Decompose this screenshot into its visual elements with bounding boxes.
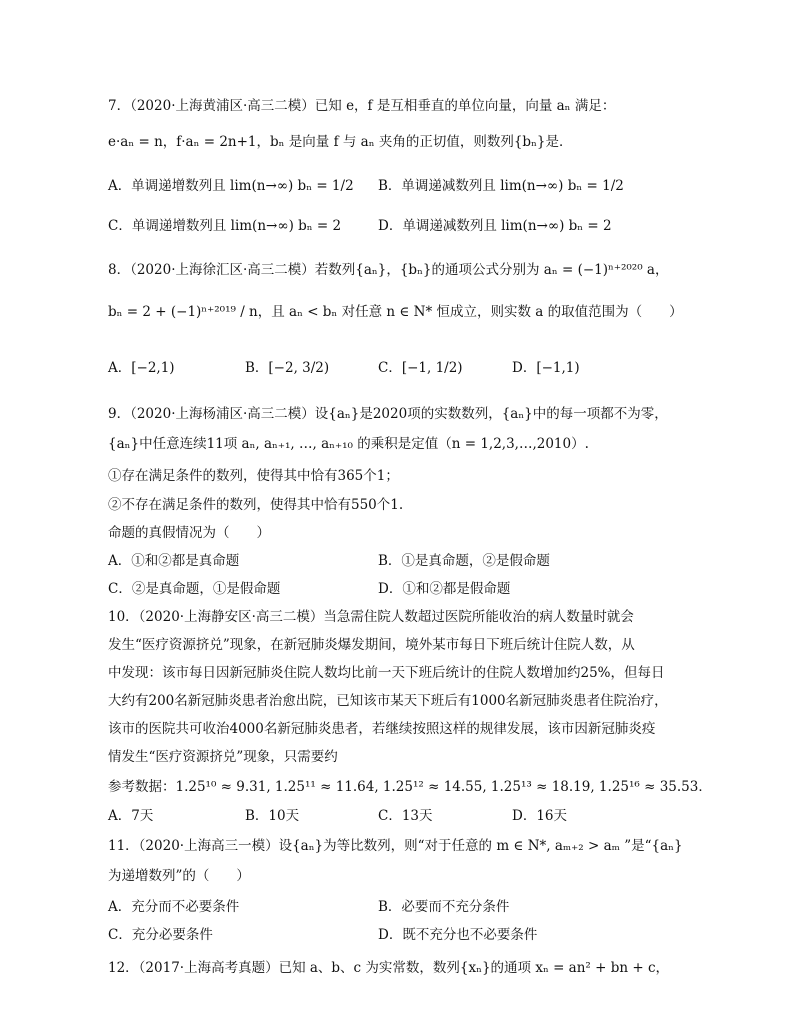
q11-option-d: D．既不充分也不必要条件	[378, 927, 538, 943]
q8-stem-line2: bₙ = 2 + (−1)ⁿ⁺²⁰¹⁹ / n，且 aₙ < bₙ 对任意 n ∈ N* 恒成立，则实数 a 的取值范围为（ ）	[108, 304, 683, 320]
q10-option-a: A．7天	[108, 808, 154, 824]
q10-stem-line5: 该市的医院共可收治4000名新冠肺炎患者，若继续按照这样的规律发展，该市因新冠肺炎疫	[108, 721, 656, 737]
q7-stem-line2: e·aₙ = n，f·aₙ = 2n+1，bₙ 是向量 f 与 aₙ 夹角的正切值，则数列{bₙ}是．	[108, 134, 573, 150]
q10-stem-line2: 发生“医疗资源挤兑”现象，在新冠肺炎爆发期间，境外某市每日下班后统计住院人数，从	[108, 637, 635, 653]
q9-option-b: B．①是真命题，②是假命题	[378, 553, 550, 569]
q10-stem-line4: 大约有200名新冠肺炎患者治愈出院，已知该市某天下班后有1000名新冠肺炎患者住院治疗，	[108, 693, 668, 709]
q9-statement-1: ①存在满足条件的数列，使得其中恰有365个1；	[108, 468, 399, 484]
q10-option-c: C．13天	[378, 808, 433, 824]
q10-stem-line6: 情发生“医疗资源挤兑”现象，只需要约	[108, 749, 338, 765]
q8-option-a: A．[−2,1)	[108, 360, 175, 376]
q9-option-a: A．①和②都是真命题	[108, 553, 240, 569]
q7-stem-line1: 7．（2020·上海黄浦区·高三二模）已知 e，f 是互相垂直的单位向量，向量 aₙ 满足：	[108, 98, 616, 114]
q12-stem-line1: 12．（2017·上海高考真题）已知 a、b、c 为实常数，数列{xₙ}的通项 xₙ = an² + bn + c，	[108, 960, 670, 976]
q9-option-d: D．①和②都是假命题	[378, 581, 511, 597]
q10-reference-data: 参考数据：1.25¹⁰ ≈ 9.31, 1.25¹¹ ≈ 11.64, 1.25¹² ≈ 14.55, 1.25¹³ ≈ 18.19, 1.25¹⁶ ≈ 35.53．	[108, 779, 712, 795]
q7-option-b: B．单调递减数列且 lim(n→∞) bₙ = 1/2	[378, 178, 624, 194]
q9-stem-line1: 9．（2020·上海杨浦区·高三二模）设{aₙ}是2020项的实数数列，{aₙ}中的每一项都不为零，	[108, 406, 668, 422]
q9-prompt: 命题的真假情况为（ ）	[108, 525, 270, 541]
q8-option-d: D．[−1,1)	[512, 360, 580, 376]
q8-option-b: B．[−2, 3/2)	[245, 360, 330, 376]
q10-stem-line1: 10．（2020·上海静安区·高三二模）当急需住院人数超过医院所能收治的病人数量时就会	[108, 609, 634, 625]
q9-statement-2: ②不存在满足条件的数列，使得其中恰有550个1.	[108, 497, 404, 513]
q11-option-a: A．充分而不必要条件	[108, 899, 240, 915]
q8-stem-line1: 8．（2020·上海徐汇区·高三二模）若数列{aₙ}，{bₙ}的通项公式分别为 aₙ = (−1)ⁿ⁺²⁰²⁰ a，	[108, 262, 669, 278]
q8-option-c: C．[−1, 1/2)	[378, 360, 463, 376]
q11-option-b: B．必要而不充分条件	[378, 899, 510, 915]
q9-stem-line2: {aₙ}中任意连续11项 aₙ, aₙ₊₁, …, aₙ₊₁₀ 的乘积是定值（n = 1,2,3,…,2010）.	[108, 436, 589, 452]
q10-option-d: D．16天	[512, 808, 568, 824]
q11-stem-line2: 为递增数列”的（ ）	[108, 868, 250, 884]
q7-option-d: D．单调递减数列且 lim(n→∞) bₙ = 2	[378, 218, 612, 234]
q11-stem-line1: 11．（2020·上海高三一模）设{aₙ}为等比数列，则“对于任意的 m ∈ N*, aₘ₊₂ > aₘ ”是“{aₙ}	[108, 838, 683, 854]
q10-option-b: B．10天	[245, 808, 300, 824]
q7-option-a: A．单调递增数列且 lim(n→∞) bₙ = 1/2	[108, 178, 354, 194]
q10-stem-line3: 中发现：该市每日因新冠肺炎住院人数均比前一天下班后统计的住院人数增加约25%，但每日	[108, 665, 665, 681]
q11-option-c: C．充分必要条件	[108, 927, 213, 943]
q7-option-c: C．单调递增数列且 lim(n→∞) bₙ = 2	[108, 218, 342, 234]
q9-option-c: C．②是真命题，①是假命题	[108, 581, 281, 597]
